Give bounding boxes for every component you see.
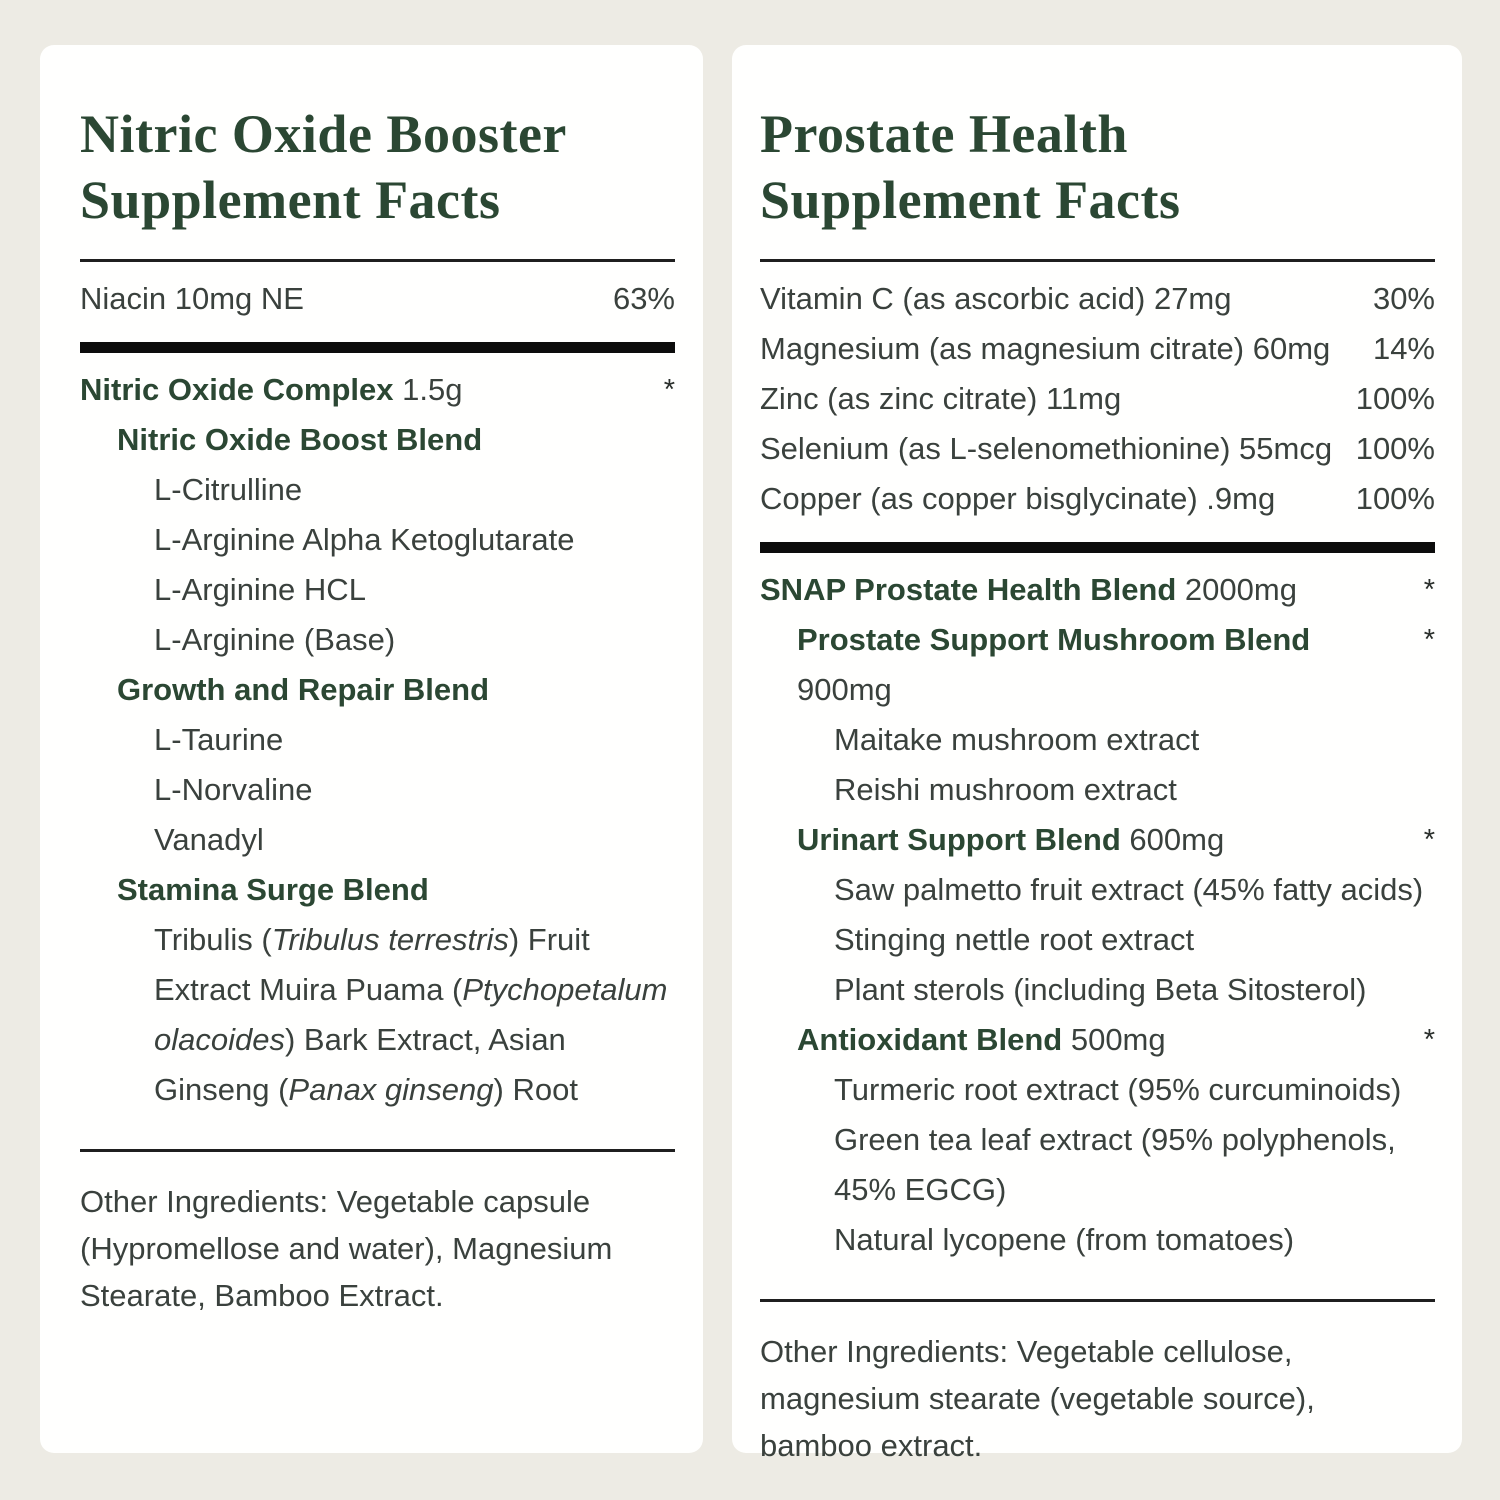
ingredient-text: 1.5g xyxy=(393,372,463,407)
ingredient-text: Maitake mushroom extract xyxy=(834,722,1200,757)
blend-row-text xyxy=(760,1065,1435,1115)
blend-row-text xyxy=(80,415,675,465)
blend-row xyxy=(80,765,675,815)
ingredient-text: ) Bark Extract, Asian Ginseng ( xyxy=(154,1022,566,1107)
blend-row-text xyxy=(80,865,675,915)
ingredient-text: 600mg xyxy=(1120,822,1225,857)
blend-name: Antioxidant Blend xyxy=(797,1022,1063,1057)
blend-row-text xyxy=(80,565,675,615)
title-line-1: Prostate Health xyxy=(760,104,1128,164)
thick-divider xyxy=(760,542,1435,553)
nutrient-daily-value: 14% xyxy=(1372,331,1435,366)
blend-row-text xyxy=(760,715,1435,765)
blend-row-text xyxy=(80,365,649,415)
daily-value-asterisk: * xyxy=(1423,824,1435,856)
blend-list xyxy=(760,553,1435,1265)
nutrient-row xyxy=(760,324,1435,374)
blend-row xyxy=(760,1015,1435,1065)
blend-row xyxy=(760,715,1435,765)
blend-row-text xyxy=(760,765,1435,815)
blend-row-text xyxy=(80,915,675,1115)
blend-row xyxy=(80,915,675,1115)
blend-row-text xyxy=(760,865,1435,915)
ingredient-text: 2000mg xyxy=(1176,572,1297,607)
blend-row-text xyxy=(80,815,675,865)
daily-value-asterisk: * xyxy=(1423,624,1435,656)
blend-name: Growth and Repair Blend xyxy=(117,672,490,707)
blend-row-text xyxy=(760,915,1435,965)
ingredient-text: ) Fruit Extract Muira Puama ( xyxy=(154,922,590,1007)
ingredient-text: Turmeric root extract (95% curcuminoids) xyxy=(834,1072,1402,1107)
blend-row-text xyxy=(760,965,1435,1015)
nutrient-label: Copper (as copper bisglycinate) .9mg xyxy=(760,481,1276,516)
ingredient-text: L-Norvaline xyxy=(154,772,313,807)
ingredient-text: L-Taurine xyxy=(154,722,284,757)
ingredient-text: Reishi mushroom extract xyxy=(834,772,1177,807)
ingredient-text: L-Arginine Alpha Ketoglutarate xyxy=(154,522,575,557)
blend-row xyxy=(80,715,675,765)
blend-row xyxy=(80,865,675,915)
blend-row-text xyxy=(80,665,675,715)
thick-divider xyxy=(80,342,675,353)
ingredient-text: Stinging nettle root extract xyxy=(834,922,1195,957)
blend-row xyxy=(760,965,1435,1015)
blend-name: SNAP Prostate Health Blend xyxy=(760,572,1177,607)
blend-row xyxy=(760,865,1435,915)
blend-row xyxy=(760,1215,1435,1265)
nutrient-daily-value: 100% xyxy=(1355,481,1435,516)
blend-row xyxy=(760,915,1435,965)
blend-row-text xyxy=(80,465,675,515)
nutrient-table xyxy=(760,262,1435,542)
ingredient-text: Green tea leaf extract (95% polyphenols, 45% EGCG) xyxy=(834,1122,1396,1207)
nutrient-row xyxy=(760,424,1435,474)
blend-row xyxy=(760,1115,1435,1215)
ingredient-text: Tribulus terrestris xyxy=(271,922,509,957)
blend-name: Prostate Support Mushroom Blend xyxy=(797,622,1311,657)
blend-name: Nitric Oxide Complex xyxy=(80,372,394,407)
ingredient-text: Ptychopetalum olacoides xyxy=(154,972,668,1057)
blend-name: Nitric Oxide Boost Blend xyxy=(117,422,483,457)
blend-name: Stamina Surge Blend xyxy=(117,872,429,907)
title-line-1: Nitric Oxide Booster xyxy=(80,104,567,164)
nutrient-table xyxy=(80,262,675,342)
blend-row-text xyxy=(80,715,675,765)
ingredient-text: Saw palmetto fruit extract (45% fatty acids) xyxy=(834,872,1424,907)
blend-row xyxy=(760,615,1435,715)
nutrient-daily-value: 100% xyxy=(1355,431,1435,466)
blend-row xyxy=(80,565,675,615)
blend-row xyxy=(80,515,675,565)
blend-row xyxy=(80,665,675,715)
blend-row xyxy=(80,615,675,665)
ingredient-text: 900mg xyxy=(797,672,892,707)
other-ingredients-text: Other Ingredients: Vegetable capsule (Hypromellose and water), Magnesium Stearate, Bamboo Extract. xyxy=(80,1184,613,1313)
blend-row xyxy=(760,815,1435,865)
ingredient-text: Tribulis ( xyxy=(154,922,272,957)
nutrient-daily-value: 100% xyxy=(1355,381,1435,416)
ingredient-text: ) Root xyxy=(493,1072,578,1107)
page-title xyxy=(760,45,1435,233)
blend-row-text xyxy=(760,1015,1409,1065)
divider xyxy=(760,1299,1435,1302)
ingredient-text: Plant sterols (including Beta Sitosterol) xyxy=(834,972,1367,1007)
ingredient-text: L-Arginine (Base) xyxy=(154,622,396,657)
daily-value-asterisk: * xyxy=(1423,1024,1435,1056)
blend-row xyxy=(760,765,1435,815)
nutrient-row xyxy=(760,374,1435,424)
blend-name: Urinart Support Blend xyxy=(797,822,1121,857)
blend-row-text xyxy=(760,1115,1435,1215)
ingredient-text: 500mg xyxy=(1062,1022,1166,1057)
nutrient-daily-value: 30% xyxy=(1372,281,1435,316)
blend-row xyxy=(80,365,675,415)
nutrient-row xyxy=(760,474,1435,524)
blend-list xyxy=(80,353,675,1115)
blend-row-text xyxy=(80,515,675,565)
blend-row xyxy=(760,1065,1435,1115)
title-line-2: Supplement Facts xyxy=(80,170,501,230)
nutrient-daily-value: 63% xyxy=(612,281,675,316)
nutrient-label: Magnesium (as magnesium citrate) 60mg xyxy=(760,331,1331,366)
nutrient-label: Niacin 10mg NE xyxy=(80,281,304,316)
daily-value-asterisk: * xyxy=(1423,574,1435,606)
blend-row xyxy=(80,815,675,865)
ingredient-text: L-Arginine HCL xyxy=(154,572,366,607)
ingredient-text: Vanadyl xyxy=(154,822,264,857)
nutrient-label: Selenium (as L-selenomethionine) 55mcg xyxy=(760,431,1333,466)
prostate-health-supplement-facts-card xyxy=(732,45,1462,1463)
title-line-2: Supplement Facts xyxy=(760,170,1181,230)
nutrient-row xyxy=(760,274,1435,324)
blend-row xyxy=(80,465,675,515)
nutrient-label: Vitamin C (as ascorbic acid) 27mg xyxy=(760,281,1232,316)
blend-row xyxy=(80,415,675,465)
ingredient-text: Natural lycopene (from tomatoes) xyxy=(834,1222,1295,1257)
ingredient-text: Panax ginseng xyxy=(288,1072,494,1107)
blend-row-text xyxy=(80,615,675,665)
nutrient-label: Zinc (as zinc citrate) 11mg xyxy=(760,381,1122,416)
blend-row-text xyxy=(760,565,1409,615)
blend-row-text xyxy=(760,815,1409,865)
nutrient-row xyxy=(80,274,675,324)
page-title xyxy=(80,45,675,233)
nitric-oxide-supplement-facts-card xyxy=(40,45,703,1453)
daily-value-asterisk: * xyxy=(663,374,675,406)
other-ingredients-text: Other Ingredients: Vegetable cellulose, magnesium stearate (vegetable source), bamboo extract. xyxy=(760,1334,1315,1463)
blend-row xyxy=(760,565,1435,615)
blend-row-text xyxy=(80,765,675,815)
ingredient-text: L-Citrulline xyxy=(154,472,303,507)
divider xyxy=(80,1149,675,1152)
blend-row-text xyxy=(760,615,1409,715)
blend-row-text xyxy=(760,1215,1435,1265)
